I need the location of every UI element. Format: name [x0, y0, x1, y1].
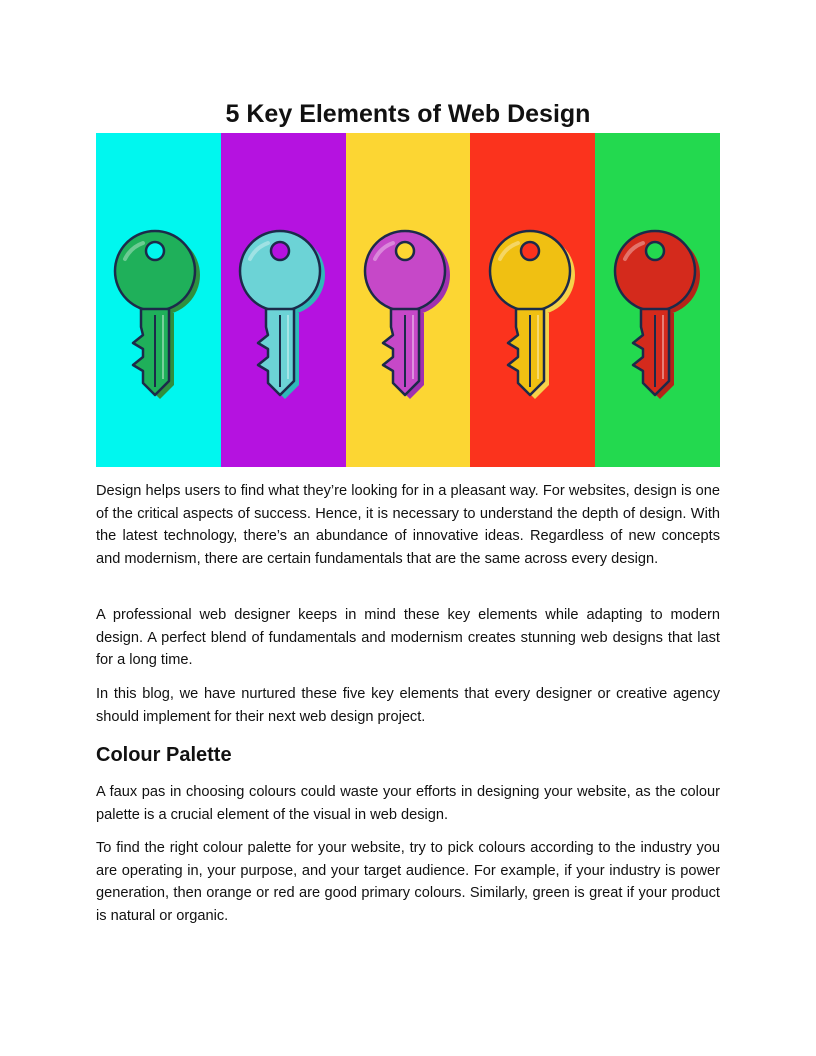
- intro-paragraph-1: Design helps users to find what they’re looking for in a pleasant way. For websites, design is one of the critical aspects of success. Hence, it is necessary to understand the depth of design. With the latest technology, there’s an abundance of innovative ideas. Regardless of new concepts and modernism, there are certain fundamentals that are the same across every design.: [96, 483, 720, 567]
- section-paragraph-2: To find the right colour palette for your website, try to pick colours according to the industry you are operating in, your purpose, and your target audience. For example, if your industry is power generation, then orange or red are good primary colours. Similarly, green is great if your product is natural or organic.: [96, 840, 720, 924]
- section-paragraph-1: A faux pas in choosing colours could waste your efforts in designing your website, as the colour palette is a crucial element of the visual in web design.: [96, 784, 720, 823]
- banner-stripe-1: [96, 133, 221, 467]
- purple-key-icon: [353, 229, 463, 409]
- intro-paragraph-3: In this blog, we have nurtured these five key elements that every designer or creative agency should implement for their next web design project.: [96, 686, 720, 725]
- banner-stripe-2: [221, 133, 346, 467]
- intro-paragraph-2: A professional web designer keeps in mind these key elements while adapting to modern design. A perfect blend of fundamentals and modernism creates stunning web designs that last for a long time.: [96, 607, 720, 668]
- key-banner-image: [96, 133, 720, 467]
- section-heading-colour-palette: Colour Palette: [96, 744, 232, 766]
- page-title: 5 Key Elements of Web Design: [225, 100, 591, 128]
- green-key-icon: [103, 229, 213, 409]
- cyan-key-icon: [228, 229, 338, 409]
- red-key-icon: [603, 229, 713, 409]
- banner-stripe-4: [470, 133, 595, 467]
- yellow-key-icon: [478, 229, 588, 409]
- banner-stripe-5: [595, 133, 720, 467]
- banner-stripe-3: [346, 133, 471, 467]
